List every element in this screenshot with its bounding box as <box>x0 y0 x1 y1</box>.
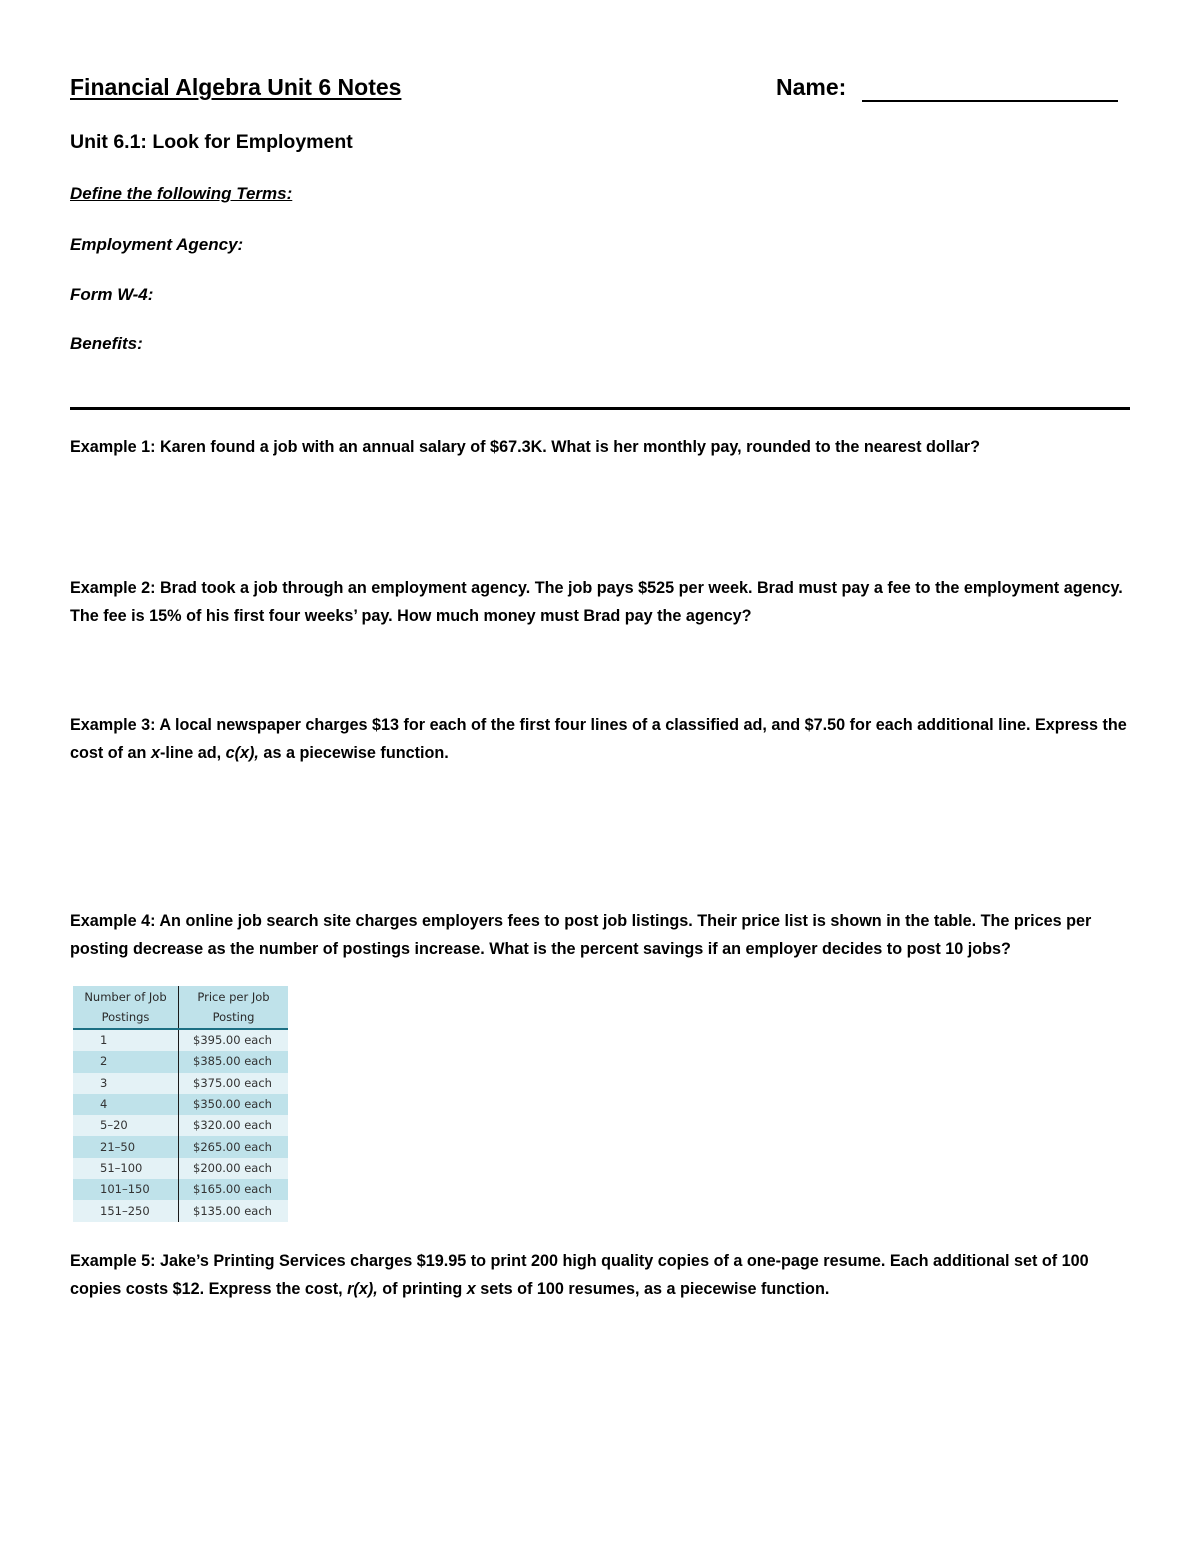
term-form-w4: Form W-4: <box>70 285 154 304</box>
example-3-text-end: as a piecewise function. <box>258 744 449 762</box>
example-3-variable: x <box>150 744 160 762</box>
price-cell: $395.00 each <box>179 1029 289 1051</box>
table-row <box>73 1136 288 1157</box>
price-cell: $165.00 each <box>179 1179 289 1200</box>
table-row <box>73 1179 288 1200</box>
example-5-text-mid: of printing <box>377 1280 467 1298</box>
header-number-of-postings <box>73 986 179 1029</box>
price-cell: $135.00 each <box>179 1200 289 1221</box>
section-divider <box>70 407 1130 410</box>
example-4: Example 4: An online job search site charges employers fees to post job listings. Their price list is shown in the table. The prices per posting decrease as the number of postings increase. What is the percent savings if an employer decides to post 10 jobs? <box>70 912 1092 958</box>
example-5-function: r(x), <box>347 1280 378 1298</box>
example-3-text: Example 3: A local newspaper charges $13 for each of the first four lines of a classified ad, and $7.50 for each additional line. Express the cost of an <box>70 716 1127 762</box>
price-cell: $265.00 each <box>179 1136 289 1157</box>
header-col2-line2: Posting <box>212 1010 255 1024</box>
header-col1-line1: Number of Job <box>84 990 167 1004</box>
postings-cell: 4 <box>73 1094 179 1115</box>
page-title: Financial Algebra Unit 6 Notes <box>70 74 402 100</box>
example-5-variable: x <box>466 1280 476 1298</box>
postings-cell: 51–100 <box>73 1158 179 1179</box>
table-row <box>73 1158 288 1179</box>
define-terms-heading: Define the following Terms: <box>70 184 293 203</box>
term-benefits: Benefits: <box>70 334 143 353</box>
price-cell: $350.00 each <box>179 1094 289 1115</box>
table-row <box>73 1029 288 1051</box>
price-cell: $200.00 each <box>179 1158 289 1179</box>
term-employment-agency: Employment Agency: <box>70 235 244 254</box>
postings-cell: 21–50 <box>73 1136 179 1157</box>
postings-cell: 151–250 <box>73 1200 179 1221</box>
price-table-header-row <box>73 986 288 1029</box>
name-field <box>776 74 846 101</box>
header-col2-line1: Price per Job <box>197 990 270 1004</box>
price-cell: $320.00 each <box>179 1115 289 1136</box>
price-cell: $385.00 each <box>179 1051 289 1072</box>
postings-cell: 5–20 <box>73 1115 179 1136</box>
postings-cell: 101–150 <box>73 1179 179 1200</box>
example-5 <box>70 1247 1132 1303</box>
name-blank-line <box>862 100 1118 102</box>
name-label: Name: <box>776 74 847 100</box>
example-5-text: Example 5: Jake’s Printing Services charges $19.95 to print 200 high quality copies of a one-page resume. Each additional set of 100 copies costs $12. Express the cost, <box>70 1252 1089 1298</box>
example-3-text-mid: -line ad, <box>159 744 226 762</box>
postings-cell: 1 <box>73 1029 179 1051</box>
header-price-per-posting <box>179 986 289 1029</box>
header-col1-line2: Postings <box>101 1010 150 1024</box>
table-row <box>73 1200 288 1221</box>
table-row <box>73 1115 288 1136</box>
postings-cell: 2 <box>73 1051 179 1072</box>
example-3-function: c(x), <box>225 744 259 762</box>
postings-cell: 3 <box>73 1073 179 1094</box>
price-cell: $375.00 each <box>179 1073 289 1094</box>
example-2: Example 2: Brad took a job through an employment agency. The job pays $525 per week. Brad must pay a fee to the employment agency. The fee is 15% of his first four weeks’ pay. How much money must Brad pay the agency? <box>70 579 1123 625</box>
table-row <box>73 1051 288 1072</box>
table-row <box>73 1094 288 1115</box>
section-subtitle: Unit 6.1: Look for Employment <box>70 131 353 153</box>
price-table <box>73 986 288 1222</box>
table-row <box>73 1073 288 1094</box>
example-1: Example 1: Karen found a job with an annual salary of $67.3K. What is her monthly pay, rounded to the nearest dollar? <box>70 438 980 456</box>
example-5-text-end: sets of 100 resumes, as a piecewise function. <box>475 1280 830 1298</box>
example-3 <box>70 711 1132 767</box>
